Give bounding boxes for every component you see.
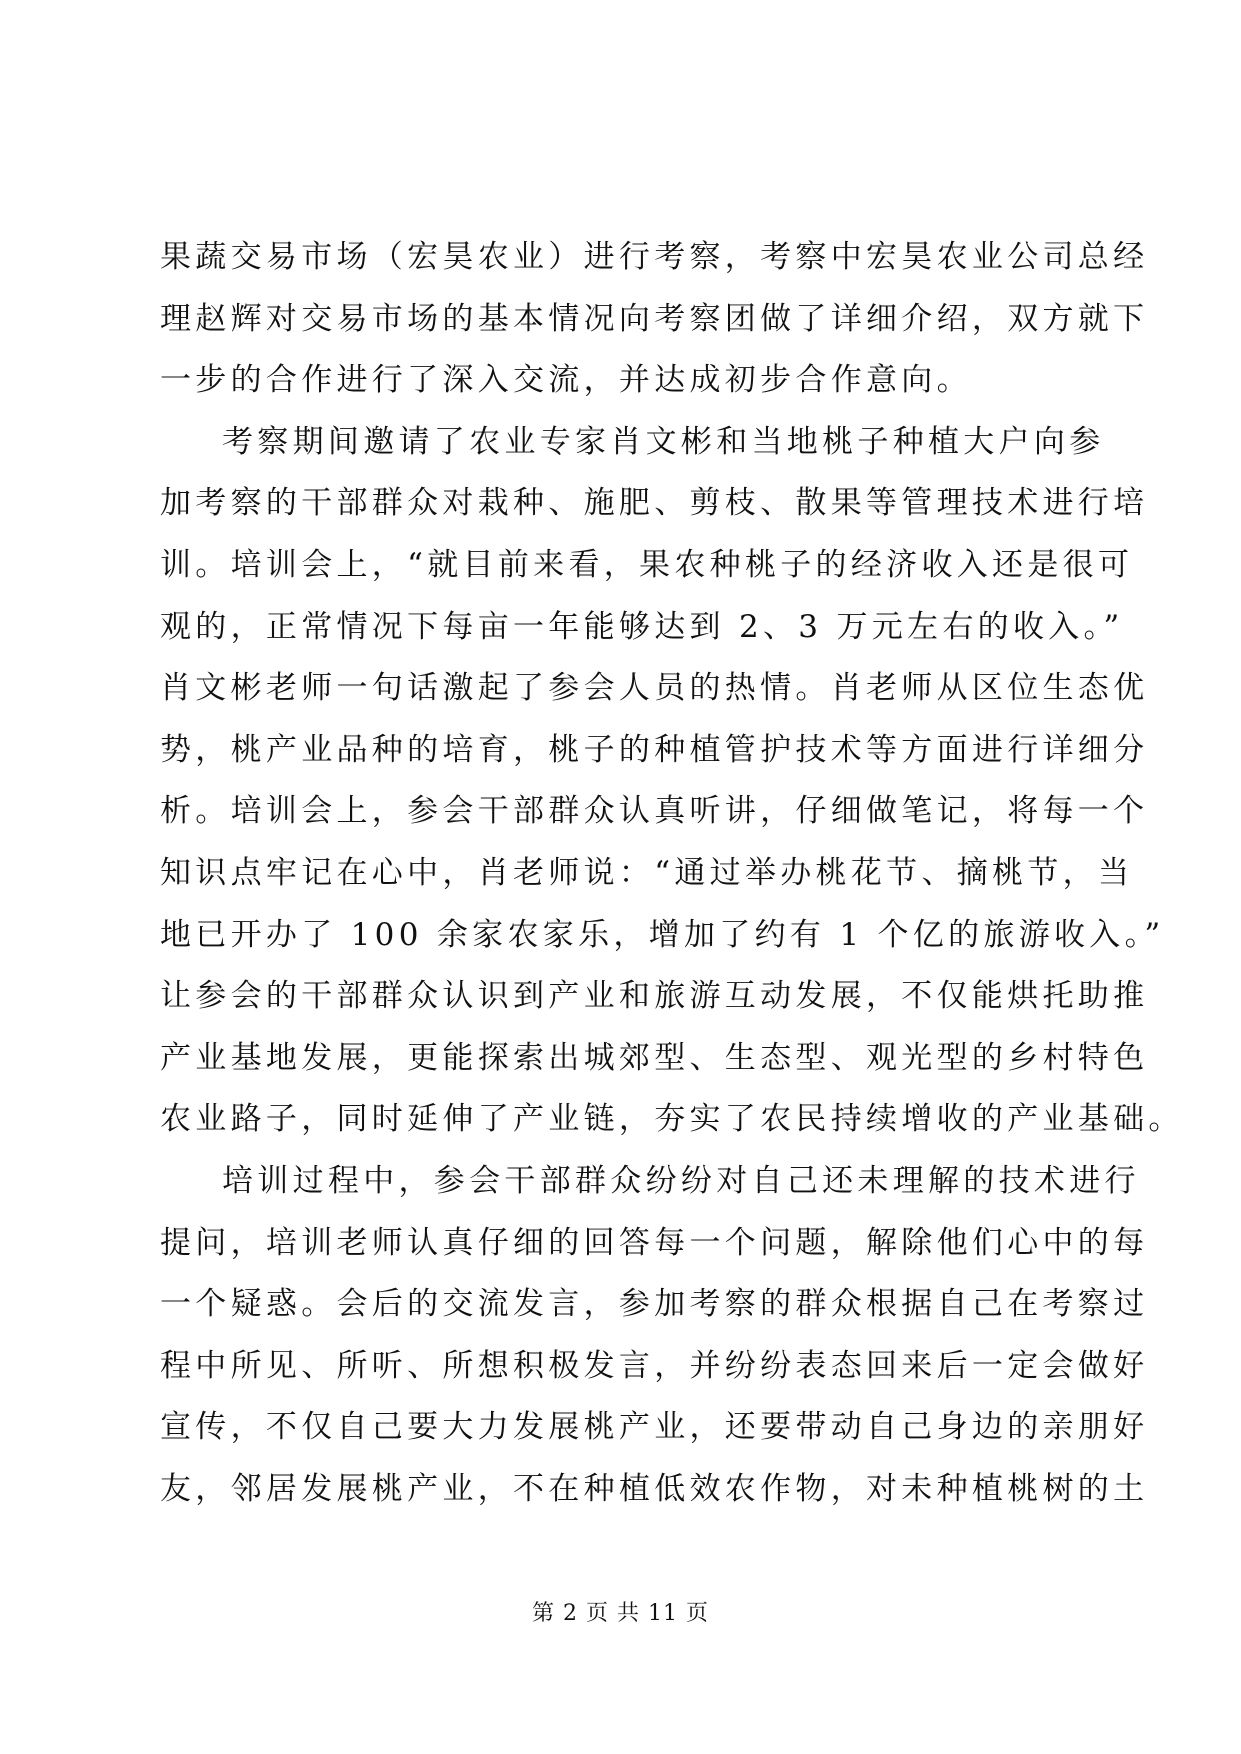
text-line: 势，桃产业品种的培育，桃子的种植管护技术等方面进行详细分 [160, 731, 1149, 768]
body-text [160, 227, 1184, 1520]
text-line: 加考察的干部群众对栽种、施肥、剪枝、散果等管理技术进行培 [160, 485, 1149, 522]
text-line: 产业基地发展，更能探索出城郊型、生态型、观光型的乡村特色 [160, 1039, 1149, 1076]
text-line: 程中所见、所听、所想积极发言，并纷纷表态回来后一定会做好 [160, 1347, 1149, 1384]
text-line: 果蔬交易市场（宏昊农业）进行考察，考察中宏昊农业公司总经 [160, 239, 1149, 275]
text-line: 一个疑惑。会后的交流发言，参加考察的群众根据自己在考察过 [160, 1286, 1149, 1323]
text-line: 一步的合作进行了深入交流，并达成初步合作意向。 [160, 362, 972, 399]
text-line: 训。培训会上，“就目前来看，果农种桃子的经济收入还是很可 [160, 546, 1134, 583]
text-line: 肖文彬老师一句话激起了参会人员的热情。肖老师从区位生态优 [160, 670, 1149, 707]
text-line: 宣传，不仅自己要大力发展桃产业，还要带动自己身边的亲朋好 [160, 1409, 1149, 1446]
text-line: 地已开办了 100 余家农家乐，增加了约有 1 个亿的旅游收入。” [160, 916, 1165, 953]
text-line: 农业路子，同时延伸了产业链，夯实了农民持续增收的产业基础。 [160, 1101, 1184, 1138]
text-line: 提问，培训老师认真仔细的回答每一个问题，解除他们心中的每 [160, 1224, 1149, 1261]
text-line: 理赵辉对交易市场的基本情况向考察团做了详细介绍，双方就下 [160, 300, 1149, 337]
page-number-footer: 第 2 页 共 11 页 [532, 1601, 709, 1626]
text-line: 友，邻居发展桃产业，不在种植低效农作物，对未种植桃树的土 [160, 1470, 1149, 1507]
text-line: 知识点牢记在心中，肖老师说：“通过举办桃花节、摘桃节，当 [160, 854, 1134, 891]
paragraph-start-line: 培训过程中，参会干部群众纷纷对自己还未理解的技术进行 [222, 1162, 1140, 1199]
text-line: 让参会的干部群众认识到产业和旅游互动发展，不仅能烘托助推 [160, 978, 1149, 1015]
paragraph-start-line: 考察期间邀请了农业专家肖文彬和当地桃子种植大户向参 [222, 423, 1105, 460]
text-line: 观的，正常情况下每亩一年能够达到 2、3 万元左右的收入。” [160, 608, 1124, 645]
text-line: 析。培训会上，参会干部群众认真听讲，仔细做笔记，将每一个 [160, 793, 1149, 830]
